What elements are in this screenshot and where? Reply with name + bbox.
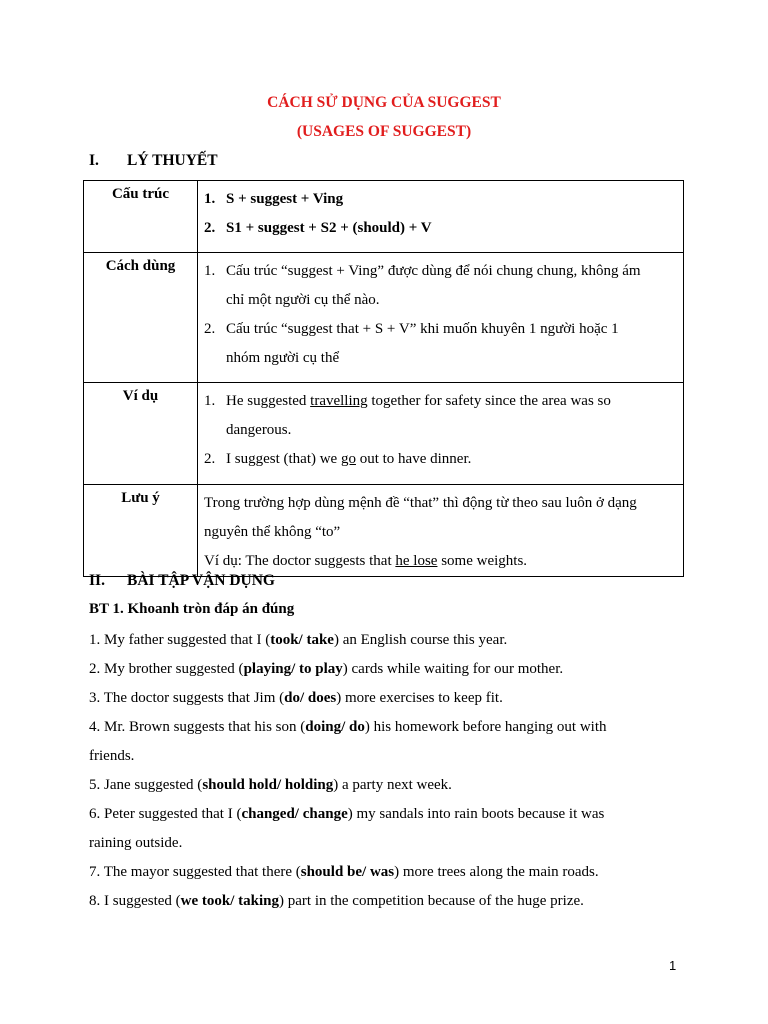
item-line: nhóm người cụ thể <box>226 350 340 366</box>
section-number: II. <box>89 572 105 589</box>
text-run: ) part in the competition because of the huge prize. <box>279 893 584 909</box>
item-text: S1 + suggest + S2 + (should) + V <box>226 220 432 236</box>
row-body-note <box>198 485 684 577</box>
item-number: 2. <box>204 451 216 467</box>
underlined-verb: travelling <box>310 393 368 409</box>
item-line: Cấu trúc “suggest that + S + V” khi muốn khuyên 1 người hoặc 1 <box>226 321 619 337</box>
item-line: Cấu trúc “suggest + Ving” được dùng để nói chung chung, không ám <box>226 263 641 279</box>
note-line: nguyên thể không “to” <box>204 524 341 540</box>
text-run: ) cards while waiting for our mother. <box>342 661 564 677</box>
text-run: ) an English course this year. <box>333 632 508 648</box>
answer-choices: doing/ do <box>305 719 365 735</box>
item-line: chỉ một người cụ thể nào. <box>226 292 380 308</box>
list-item <box>202 257 679 315</box>
document-title: CÁCH SỬ DỤNG CỦA SUGGEST <box>267 94 501 111</box>
row-header-usage: Cách dùng <box>84 253 198 383</box>
text-run: ) my sandals into rain boots because it was <box>347 806 605 822</box>
text-run: I suggest (that) we <box>226 451 341 467</box>
row-body-usage <box>198 253 684 383</box>
text-run: 6. Peter suggested that I ( <box>89 806 242 822</box>
list-item <box>202 185 679 214</box>
text-run: He suggested <box>226 393 311 409</box>
text-run: Ví dụ: The doctor suggests that <box>204 553 396 569</box>
answer-choices: should hold/ holding <box>202 777 334 793</box>
text-run: 4. Mr. Brown suggests that his son ( <box>89 719 306 735</box>
list-item <box>202 387 679 445</box>
section-label: LÝ THUYẾT <box>127 152 218 169</box>
item-text <box>226 445 679 474</box>
text-run: ) his homework before hanging out with <box>364 719 607 735</box>
item-text: S + suggest + Ving <box>226 191 344 207</box>
table-row-example <box>84 383 684 485</box>
item-number: 2. <box>204 220 216 236</box>
document-subtitle: (USAGES OF SUGGEST) <box>296 123 472 140</box>
exercise-title: BT 1. Khoanh tròn đáp án đúng <box>89 601 295 617</box>
section-heading-theory <box>89 152 218 171</box>
text-run: together for safety since the area was so <box>367 393 611 409</box>
row-header-example: Ví dụ <box>84 383 198 485</box>
text-run: some weights. <box>437 553 528 569</box>
item-text <box>226 257 679 315</box>
text-run: ) a party next week. <box>333 777 452 793</box>
list-item <box>202 315 679 373</box>
text-run: friends. <box>89 748 135 764</box>
text-run: 7. The mayor suggested that there ( <box>89 864 301 880</box>
exercise-question <box>89 858 689 887</box>
exercise-question <box>89 684 689 713</box>
text-run: 2. My brother suggested ( <box>89 661 244 677</box>
section-number: I. <box>89 152 99 169</box>
item-number: 1. <box>204 191 216 207</box>
exercise-question <box>89 655 689 684</box>
row-body-structure <box>198 181 684 253</box>
exercise-list <box>89 626 689 916</box>
text-run: raining outside. <box>89 835 183 851</box>
table-row-usage <box>84 253 684 383</box>
text-run: 1. My father suggested that I ( <box>89 632 271 648</box>
text-run: 8. I suggested ( <box>89 893 181 909</box>
theory-table <box>83 180 684 577</box>
row-header-structure: Cấu trúc <box>84 181 198 253</box>
exercise-question <box>89 887 689 916</box>
list-item <box>202 214 679 243</box>
underlined-verb: he lose <box>395 553 438 569</box>
row-body-example <box>198 383 684 485</box>
answer-choices: we took/ taking <box>180 893 279 909</box>
item-number: 1. <box>204 263 216 279</box>
item-line: dangerous. <box>226 422 292 438</box>
answer-choices: do/ does <box>284 690 337 706</box>
underlined-verb: go <box>340 451 356 467</box>
exercise-question <box>89 626 689 655</box>
text-run: ) more exercises to keep fit. <box>336 690 503 706</box>
exercise-question <box>89 771 689 800</box>
exercise-question <box>89 713 689 771</box>
item-text <box>226 315 679 373</box>
section-label: BÀI TẬP VẬN DỤNG <box>127 572 275 589</box>
answer-choices: took/ take <box>270 632 334 648</box>
item-text <box>226 387 679 445</box>
table-row-note <box>84 485 684 577</box>
answer-choices: changed/ change <box>241 806 348 822</box>
section-heading-practice <box>89 572 275 591</box>
table-row-structure <box>84 181 684 253</box>
text-run: ) more trees along the main roads. <box>394 864 599 880</box>
note-line: Trong trường hợp dùng mệnh đề “that” thì động từ theo sau luôn ở dạng <box>204 495 637 511</box>
text-run: 5. Jane suggested ( <box>89 777 203 793</box>
exercise-question <box>89 800 689 858</box>
list-item <box>202 445 679 474</box>
text-run: 3. The doctor suggests that Jim ( <box>89 690 285 706</box>
page-number: 1 <box>669 958 677 973</box>
text-run: out to have dinner. <box>355 451 472 467</box>
answer-choices: playing/ to play <box>243 661 343 677</box>
answer-choices: should be/ was <box>300 864 395 880</box>
item-number: 2. <box>204 321 216 337</box>
item-number: 1. <box>204 393 216 409</box>
row-header-note: Lưu ý <box>84 485 198 577</box>
